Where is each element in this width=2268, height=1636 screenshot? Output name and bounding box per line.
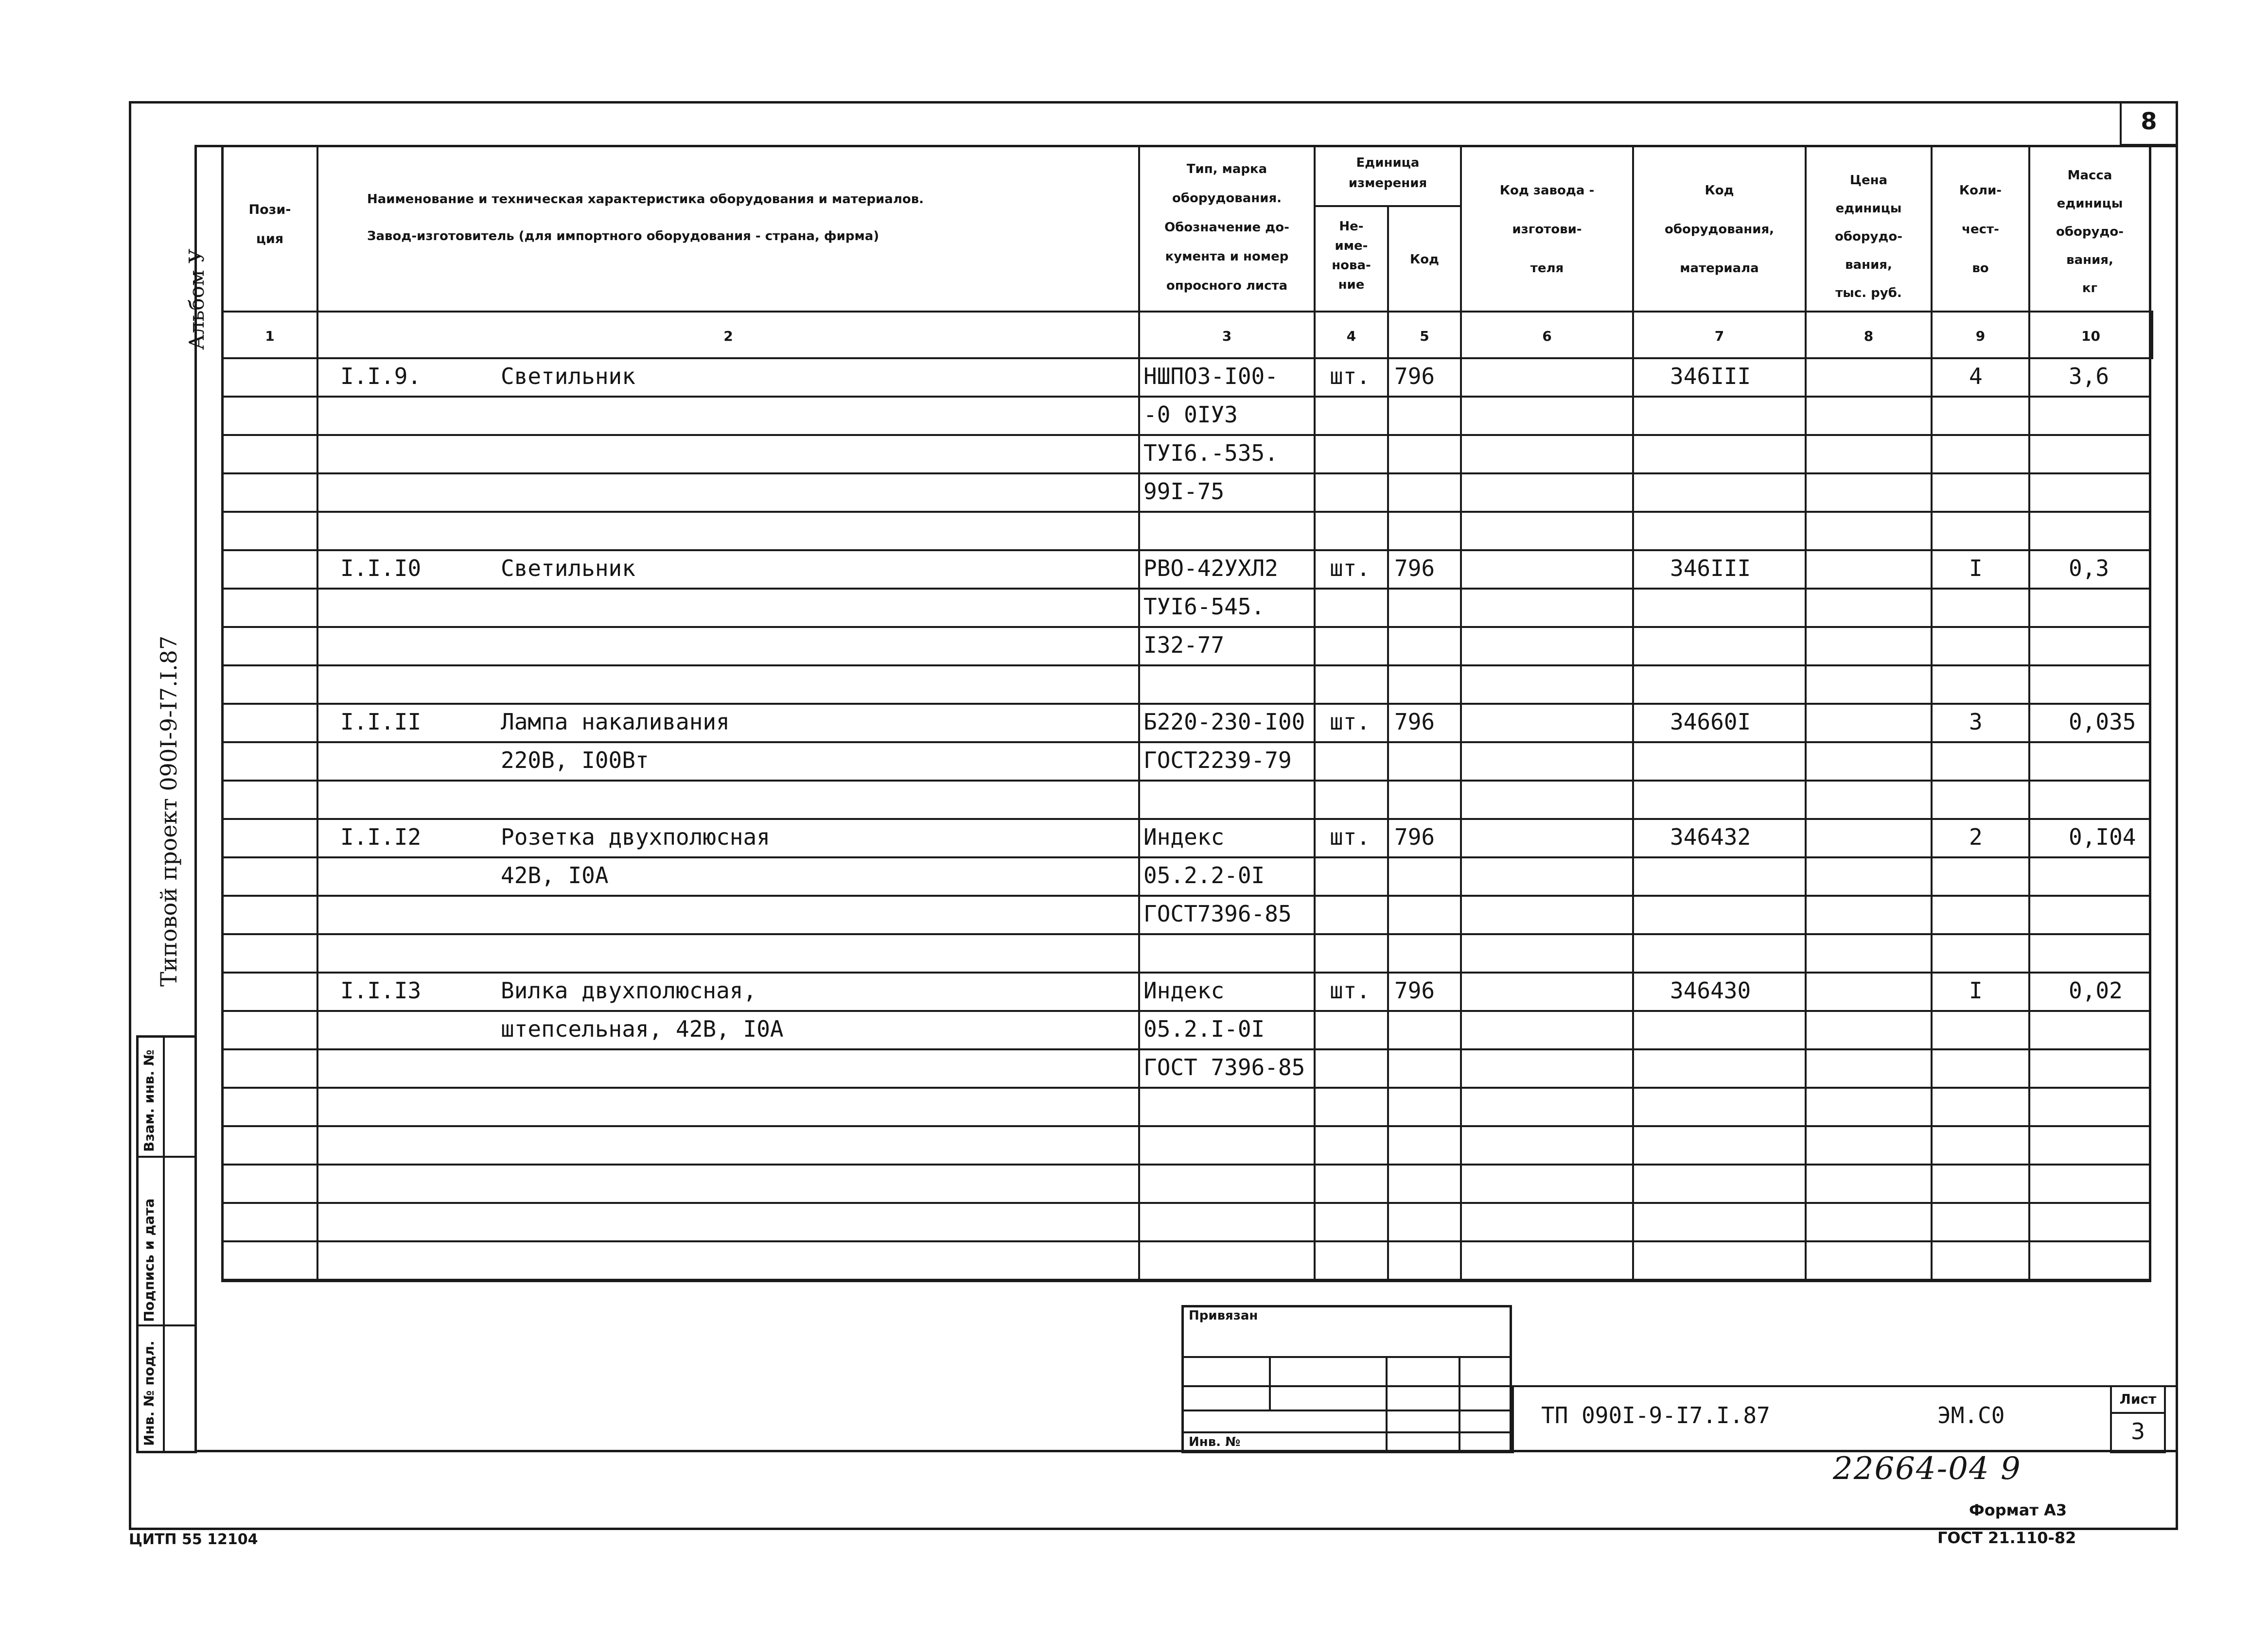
table-column-line	[1805, 357, 1807, 1282]
row-unit-code: 796	[1394, 555, 1435, 581]
row-name: штепсельная, 42В, I0А	[501, 1016, 784, 1042]
table-row-line	[221, 1164, 2151, 1166]
row-type: ТУI6-545.	[1143, 593, 1265, 620]
stamp-divider	[136, 1324, 197, 1326]
column-number: 4	[1346, 328, 1356, 344]
table-row-line	[221, 1010, 2151, 1012]
handwritten-number: 22664-04 9	[1833, 1451, 2022, 1487]
row-material-code: 346430	[1670, 977, 1751, 1004]
row-type: 05.2.2-0I	[1143, 862, 1265, 888]
table-row-line	[221, 434, 2151, 436]
podpis-data-label: Подпись и дата	[141, 1198, 157, 1322]
table-row-line	[221, 703, 2151, 705]
privyazan-line	[1386, 1356, 1388, 1453]
table-row-line	[221, 626, 2151, 628]
row-unit-code: 796	[1394, 363, 1435, 389]
header-position: Пози- ция	[248, 202, 291, 246]
table-row-line	[221, 588, 2151, 590]
column-number: 5	[1420, 328, 1429, 344]
header-col45	[1314, 145, 1462, 207]
row-position: I.I.II	[340, 709, 422, 735]
row-name: Розетка двухполюсная	[501, 824, 770, 850]
stamp-divider	[136, 1156, 197, 1158]
row-unit-code: 796	[1394, 824, 1435, 850]
table-column-line	[1460, 357, 1462, 1282]
table-row-line	[221, 396, 2151, 398]
column-number: 9	[1975, 328, 1986, 344]
header-quantity: Коли- чест- во	[1959, 183, 2002, 276]
column-number: 1	[265, 328, 275, 344]
column-number-cell	[1460, 311, 1634, 359]
row-position: I.I.9.	[340, 363, 422, 389]
row-quantity: I	[1969, 977, 1983, 1004]
vzam-inv-label: Взам. инв. №	[141, 1049, 157, 1152]
row-quantity: 4	[1969, 363, 1983, 389]
privyazan-line	[1459, 1356, 1460, 1453]
column-number: 3	[1222, 328, 1232, 344]
table-row-line	[221, 741, 2151, 743]
header-col4	[1314, 205, 1389, 313]
row-mass: 0,3	[2069, 555, 2110, 581]
list-label: Лист	[2119, 1391, 2157, 1407]
title-divider	[1512, 1385, 1514, 1453]
row-mass: 0,I04	[2069, 824, 2136, 850]
header-type: Тип, марка оборудования. Обозначение до- кумента и номер опросного листа	[1164, 162, 1289, 293]
row-unit: шт.	[1330, 555, 1371, 581]
gost-label: ГОСТ 21.110-82	[1937, 1529, 2076, 1547]
table-row-line	[221, 856, 2151, 858]
table-row-line	[221, 972, 2151, 974]
row-quantity: 3	[1969, 709, 1983, 735]
table-row-line	[221, 1048, 2151, 1050]
row-position: I.I.I2	[340, 824, 422, 850]
privyazan-line	[1181, 1431, 1512, 1433]
column-number: 6	[1542, 328, 1552, 344]
header-col1	[221, 145, 318, 313]
header-material-code: Код оборудования, материала	[1664, 183, 1775, 276]
row-type: Индекс	[1143, 977, 1225, 1004]
row-type: Б220-230-I00	[1143, 709, 1305, 735]
header-col6	[1460, 145, 1634, 313]
privyazan-label: Привязан	[1189, 1308, 1258, 1323]
row-type: НШПОЗ-I00-	[1143, 363, 1278, 389]
row-mass: 3,6	[2069, 363, 2110, 389]
column-number-cell	[1931, 311, 2030, 359]
header-col2	[316, 145, 1140, 313]
privyazan-line	[1181, 1356, 1512, 1358]
privyazan-line	[1269, 1356, 1271, 1410]
header-col8	[1805, 145, 1933, 313]
table-row-line	[221, 1202, 2151, 1204]
table-column-line	[1138, 357, 1140, 1282]
row-type: -0 0IУЗ	[1143, 401, 1238, 428]
header-col5	[1387, 205, 1462, 313]
header-factory-code: Код завода - изготови- теля	[1499, 183, 1595, 276]
header-price: Цена единицы оборудо- вания, тыс. руб.	[1834, 173, 1903, 300]
column-number-cell	[2028, 311, 2153, 359]
table-column-line	[316, 357, 318, 1282]
sheet-number: 8	[2141, 108, 2157, 135]
table-row-line	[221, 1240, 2151, 1242]
table-row-line	[221, 1279, 2151, 1281]
column-number-cell	[1138, 311, 1316, 359]
row-type: РВО-42УХЛ2	[1143, 555, 1278, 581]
table-row-line	[221, 1087, 2151, 1089]
inv-podl-label: Инв. № подл.	[141, 1340, 157, 1446]
table-row-line	[221, 933, 2151, 935]
column-number-cell	[316, 311, 1140, 359]
table-column-line	[2028, 357, 2030, 1282]
column-number-cell	[1805, 311, 1933, 359]
column-number-cell	[1632, 311, 1807, 359]
header-col3	[1138, 145, 1316, 313]
header-col9	[1931, 145, 2030, 313]
row-type: ГОСТ2239-79	[1143, 747, 1292, 773]
row-name: Светильник	[501, 363, 635, 389]
row-name: 42В, I0А	[501, 862, 609, 888]
row-unit: шт.	[1330, 977, 1371, 1004]
format-label: Формат А3	[1969, 1501, 2067, 1519]
column-number: 10	[2081, 328, 2100, 344]
column-number: 8	[1864, 328, 1874, 344]
title-divider	[1512, 1385, 2178, 1387]
table-column-line	[1632, 357, 1634, 1282]
album-label: Альбом У	[185, 248, 209, 350]
table-row-line	[221, 818, 2151, 820]
table-row-line	[221, 511, 2151, 513]
row-material-code: 346III	[1670, 555, 1751, 581]
row-unit-code: 796	[1394, 977, 1435, 1004]
project-label: Типовой проект 090I-9-I7.I.87	[156, 635, 182, 987]
header-mass: Масса единицы оборудо- вания, кг	[2056, 168, 2124, 296]
column-number: 2	[723, 328, 733, 344]
privyazan-line	[1181, 1385, 1512, 1387]
header-col7	[1632, 145, 1807, 313]
document-code: ТП 090I-9-I7.I.87	[1541, 1402, 1770, 1428]
column-number: 7	[1714, 328, 1724, 344]
row-type: ГОСТ7396-85	[1143, 901, 1292, 927]
row-name: Светильник	[501, 555, 635, 581]
row-name: Лампа накаливания	[501, 709, 730, 735]
citp-label: ЦИТП 55 12104	[129, 1531, 258, 1548]
table-column-line	[1387, 357, 1389, 1282]
row-unit: шт.	[1330, 709, 1371, 735]
table-row-line	[221, 895, 2151, 897]
row-material-code: 346432	[1670, 824, 1751, 850]
row-unit: шт.	[1330, 363, 1371, 389]
row-position: I.I.I0	[340, 555, 422, 581]
row-quantity: 2	[1969, 824, 1983, 850]
row-type: 99I-75	[1143, 478, 1225, 505]
stamp-divider	[163, 1035, 165, 1453]
privyazan-line	[1181, 1410, 1512, 1411]
table-column-line	[1931, 357, 1933, 1282]
table-row-line	[221, 780, 2151, 782]
header-unit-code: Код	[1409, 252, 1440, 267]
list-divider	[2110, 1412, 2166, 1414]
row-mass: 0,02	[2069, 977, 2123, 1004]
row-material-code: 346III	[1670, 363, 1751, 389]
table-row-line	[221, 472, 2151, 474]
inv-no-label: Инв. №	[1189, 1435, 1241, 1449]
row-type: 05.2.I-0I	[1143, 1016, 1265, 1042]
row-type: ТУI6.-535.	[1143, 440, 1278, 466]
list-number: 3	[2130, 1418, 2145, 1445]
header-unit: Единица измерения	[1348, 156, 1427, 191]
header-col10	[2028, 145, 2151, 313]
row-position: I.I.I3	[340, 977, 422, 1004]
column-number-cell	[1387, 311, 1462, 359]
row-quantity: I	[1969, 555, 1983, 581]
row-mass: 0,035	[2069, 709, 2136, 735]
header-manufacturer: Завод-изготовитель (для импортного оборудования - страна, фирма)	[367, 229, 879, 244]
row-unit-code: 796	[1394, 709, 1435, 735]
row-type: ГОСТ 7396-85	[1143, 1054, 1305, 1080]
row-type: Индекс	[1143, 824, 1225, 850]
column-number-cell	[1314, 311, 1389, 359]
table-row-line	[221, 549, 2151, 551]
row-name: 220В, I00Вт	[501, 747, 649, 773]
column-number-cell	[221, 311, 318, 359]
row-material-code: 34660I	[1670, 709, 1751, 735]
header-name: Наименование и техническая характеристика оборудования и материалов.	[367, 192, 924, 207]
row-unit: шт.	[1330, 824, 1371, 850]
document-mark: ЭМ.С0	[1937, 1402, 2005, 1428]
row-type: I32-77	[1143, 632, 1225, 658]
row-name: Вилка двухполюсная,	[501, 977, 757, 1004]
table-row-line	[221, 664, 2151, 666]
table-row-line	[221, 1125, 2151, 1127]
table-column-line	[1314, 357, 1316, 1282]
header-unit-name: Не- име- нова- ние	[1332, 219, 1371, 292]
